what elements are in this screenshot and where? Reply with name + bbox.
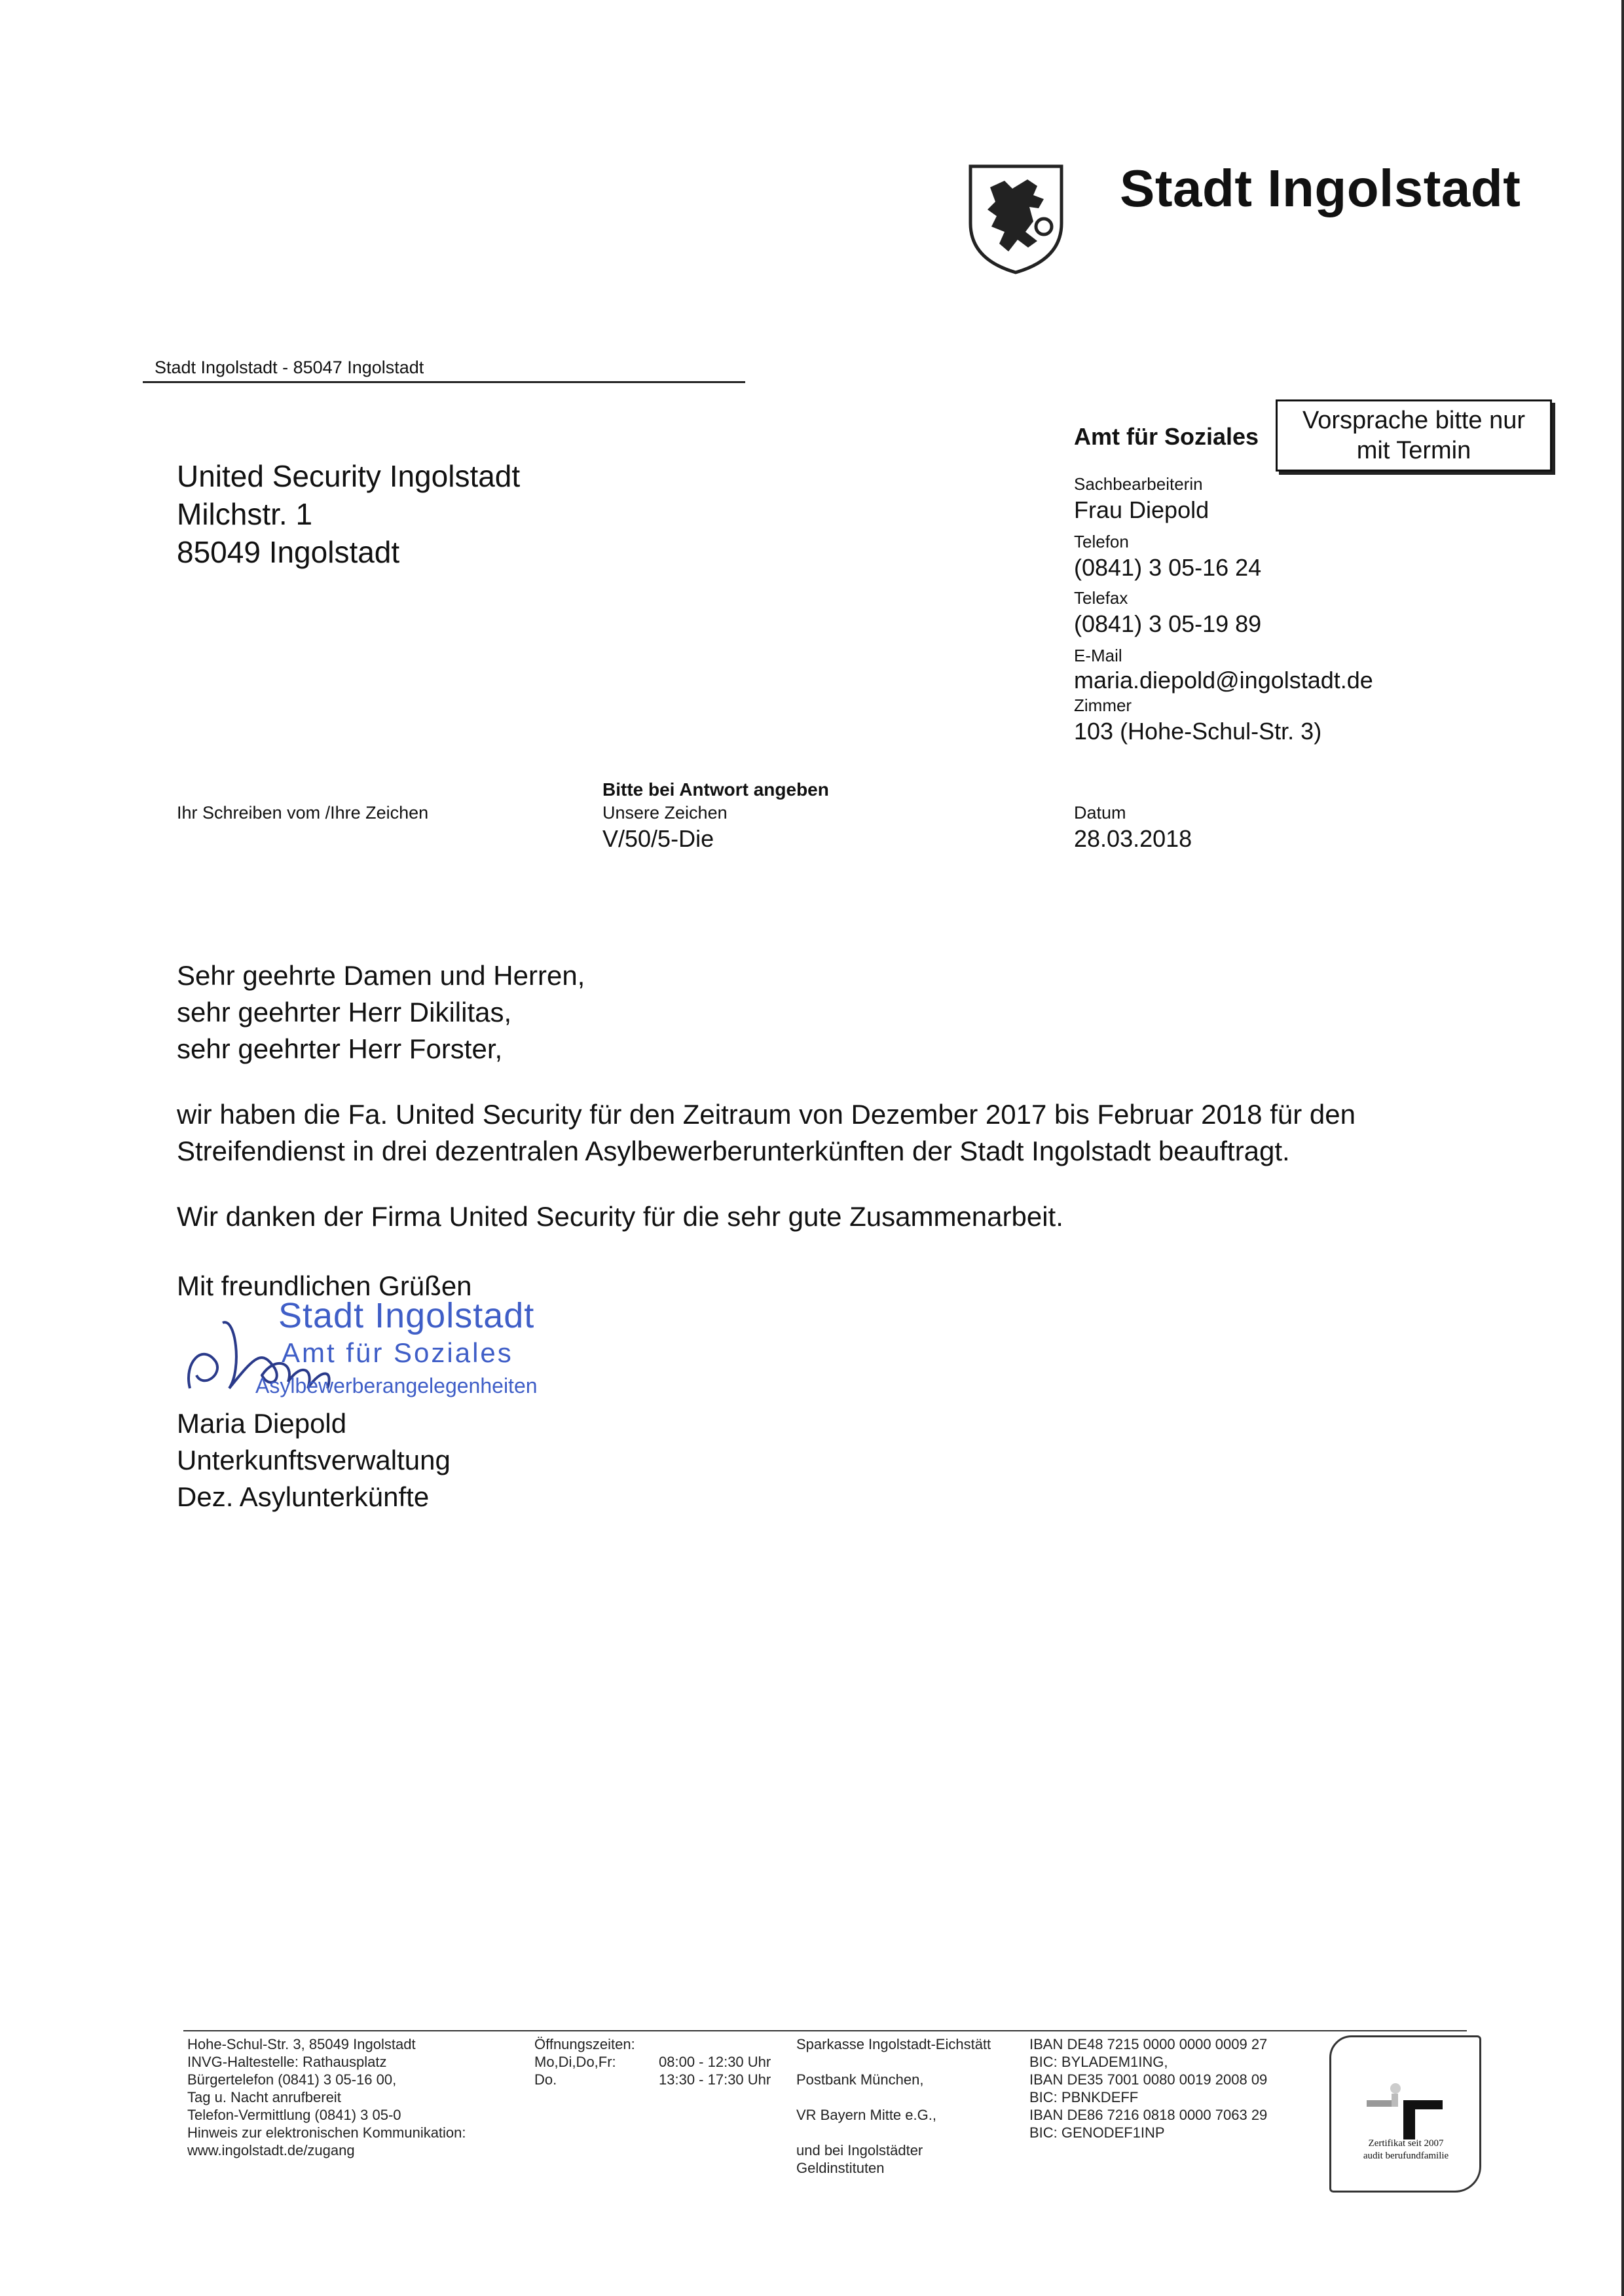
- fax-label: Telefax: [1074, 588, 1128, 608]
- audit-logo-icon: [1363, 2082, 1449, 2141]
- coat-of-arms-icon: [965, 161, 1067, 276]
- bank-iban: IBAN DE48 7215 0000 0000 0009 27: [1029, 2036, 1268, 2052]
- footer-line: Telefon-Vermittlung (0841) 3 05-0: [187, 2107, 401, 2123]
- stamp-line: Asylbewerberangelegenheiten: [255, 1374, 538, 1398]
- fax-value: (0841) 3 05-19 89: [1074, 610, 1262, 637]
- hours-time: 13:30 - 17:30 Uhr: [659, 2071, 771, 2088]
- office-name: Amt für Soziales: [1074, 423, 1259, 450]
- hours-days: Do.: [534, 2071, 557, 2088]
- cert-line: Zertifikat seit 2007: [1368, 2138, 1444, 2149]
- bank-bic: BIC: GENODEF1INP: [1029, 2124, 1165, 2141]
- appointment-line: Vorsprache bitte nur: [1302, 407, 1526, 434]
- bank-name: Geldinstituten: [796, 2160, 885, 2176]
- bank-name: Postbank München,: [796, 2071, 924, 2088]
- recipient-address: [177, 457, 520, 571]
- recipient-line: 85049 Ingolstadt: [177, 535, 400, 569]
- paragraph-1: [177, 1096, 1356, 1170]
- hours-label: Öffnungszeiten:: [534, 2036, 635, 2052]
- signature-block: [177, 1405, 451, 1515]
- footer-address: [187, 2035, 466, 2159]
- paragraph-line: Streifendienst in drei dezentralen Asylbewerberunterkünften der Stadt Ingolstadt beauftragt.: [177, 1136, 1290, 1166]
- salutation: [177, 957, 585, 1067]
- clerk-label: Sachbearbeiterin: [1074, 474, 1203, 494]
- appointment-line: mit Termin: [1356, 437, 1471, 464]
- salutation-line: Sehr geehrte Damen und Herren,: [177, 960, 585, 991]
- our-ref-value: V/50/5-Die: [602, 825, 714, 852]
- bank-iban: IBAN DE86 7216 0818 0000 7063 29: [1029, 2107, 1268, 2123]
- footer-rule: [183, 2030, 1467, 2031]
- certificate-badge: [1329, 2035, 1481, 2193]
- opening-hours: [534, 2035, 635, 2088]
- certificate-text: [1336, 2138, 1476, 2162]
- stamp-line: Amt für Soziales: [282, 1337, 513, 1368]
- footer-line: Bürgertelefon (0841) 3 05-16 00,: [187, 2071, 397, 2088]
- scan-edge: [1621, 0, 1624, 2296]
- footer-link[interactable]: www.ingolstadt.de/zugang: [187, 2142, 355, 2158]
- our-ref-label: Unsere Zeichen: [602, 803, 728, 823]
- bank-list: [796, 2035, 991, 2177]
- phone-label: Telefon: [1074, 532, 1129, 551]
- office-stamp: [177, 1290, 570, 1415]
- footer-line: Tag u. Nacht anrufbereit: [187, 2089, 341, 2105]
- closing: Mit freundlichen Grüßen: [177, 1270, 472, 1301]
- salutation-line: sehr geehrter Herr Dikilitas,: [177, 997, 512, 1028]
- bank-bic: BIC: PBNKDEFF: [1029, 2089, 1139, 2105]
- signer-name: Maria Diepold: [177, 1408, 347, 1439]
- signer-role: Dez. Asylunterkünfte: [177, 1481, 430, 1512]
- signer-role: Unterkunftsverwaltung: [177, 1445, 451, 1475]
- city-title: Stadt Ingolstadt: [1120, 159, 1521, 217]
- recipient-line: United Security Ingolstadt: [177, 459, 521, 493]
- email-label: E-Mail: [1074, 646, 1122, 665]
- bank-name: und bei Ingolstädter: [796, 2142, 923, 2158]
- footer-line: INVG-Haltestelle: Rathausplatz: [187, 2054, 387, 2070]
- bank-name: Sparkasse Ingolstadt-Eichstätt: [796, 2036, 991, 2052]
- footer-line: Hohe-Schul-Str. 3, 85049 Ingolstadt: [187, 2036, 416, 2052]
- opening-times: [659, 2053, 771, 2088]
- hours-time: 08:00 - 12:30 Uhr: [659, 2054, 771, 2070]
- reply-note: Bitte bei Antwort angeben: [602, 779, 829, 800]
- date-value: 28.03.2018: [1074, 825, 1192, 852]
- bank-name: VR Bayern Mitte e.G.,: [796, 2107, 936, 2123]
- salutation-line: sehr geehrter Herr Forster,: [177, 1033, 503, 1064]
- paragraph-line: wir haben die Fa. United Security für den Zeitraum von Dezember 2017 bis Februar 2018 für den: [177, 1099, 1356, 1130]
- bank-ids: [1029, 2035, 1267, 2141]
- room-value: 103 (Hohe-Schul-Str. 3): [1074, 718, 1322, 745]
- room-label: Zimmer: [1074, 695, 1132, 715]
- appointment-notice: [1276, 399, 1552, 472]
- hours-days: Mo,Di,Do,Fr:: [534, 2054, 616, 2070]
- return-address: Stadt Ingolstadt - 85047 Ingolstadt: [155, 358, 424, 377]
- email-value[interactable]: maria.diepold@ingolstadt.de: [1074, 667, 1373, 694]
- clerk-value: Frau Diepold: [1074, 496, 1209, 523]
- footer-line: Hinweis zur elektronischen Kommunikation:: [187, 2124, 466, 2141]
- bank-iban: IBAN DE35 7001 0080 0019 2008 09: [1029, 2071, 1268, 2088]
- recipient-line: Milchstr. 1: [177, 497, 313, 531]
- your-letter-label: Ihr Schreiben vom /Ihre Zeichen: [177, 803, 429, 823]
- paragraph-2: Wir danken der Firma United Security für die sehr gute Zusammenarbeit.: [177, 1201, 1063, 1232]
- date-label: Datum: [1074, 803, 1126, 823]
- phone-value: (0841) 3 05-16 24: [1074, 554, 1262, 581]
- stamp-line: Stadt Ingolstadt: [278, 1296, 535, 1335]
- return-address-rule: [143, 381, 745, 383]
- cert-line: audit berufundfamilie: [1363, 2151, 1449, 2161]
- bank-bic: BIC: BYLADEM1ING,: [1029, 2054, 1168, 2070]
